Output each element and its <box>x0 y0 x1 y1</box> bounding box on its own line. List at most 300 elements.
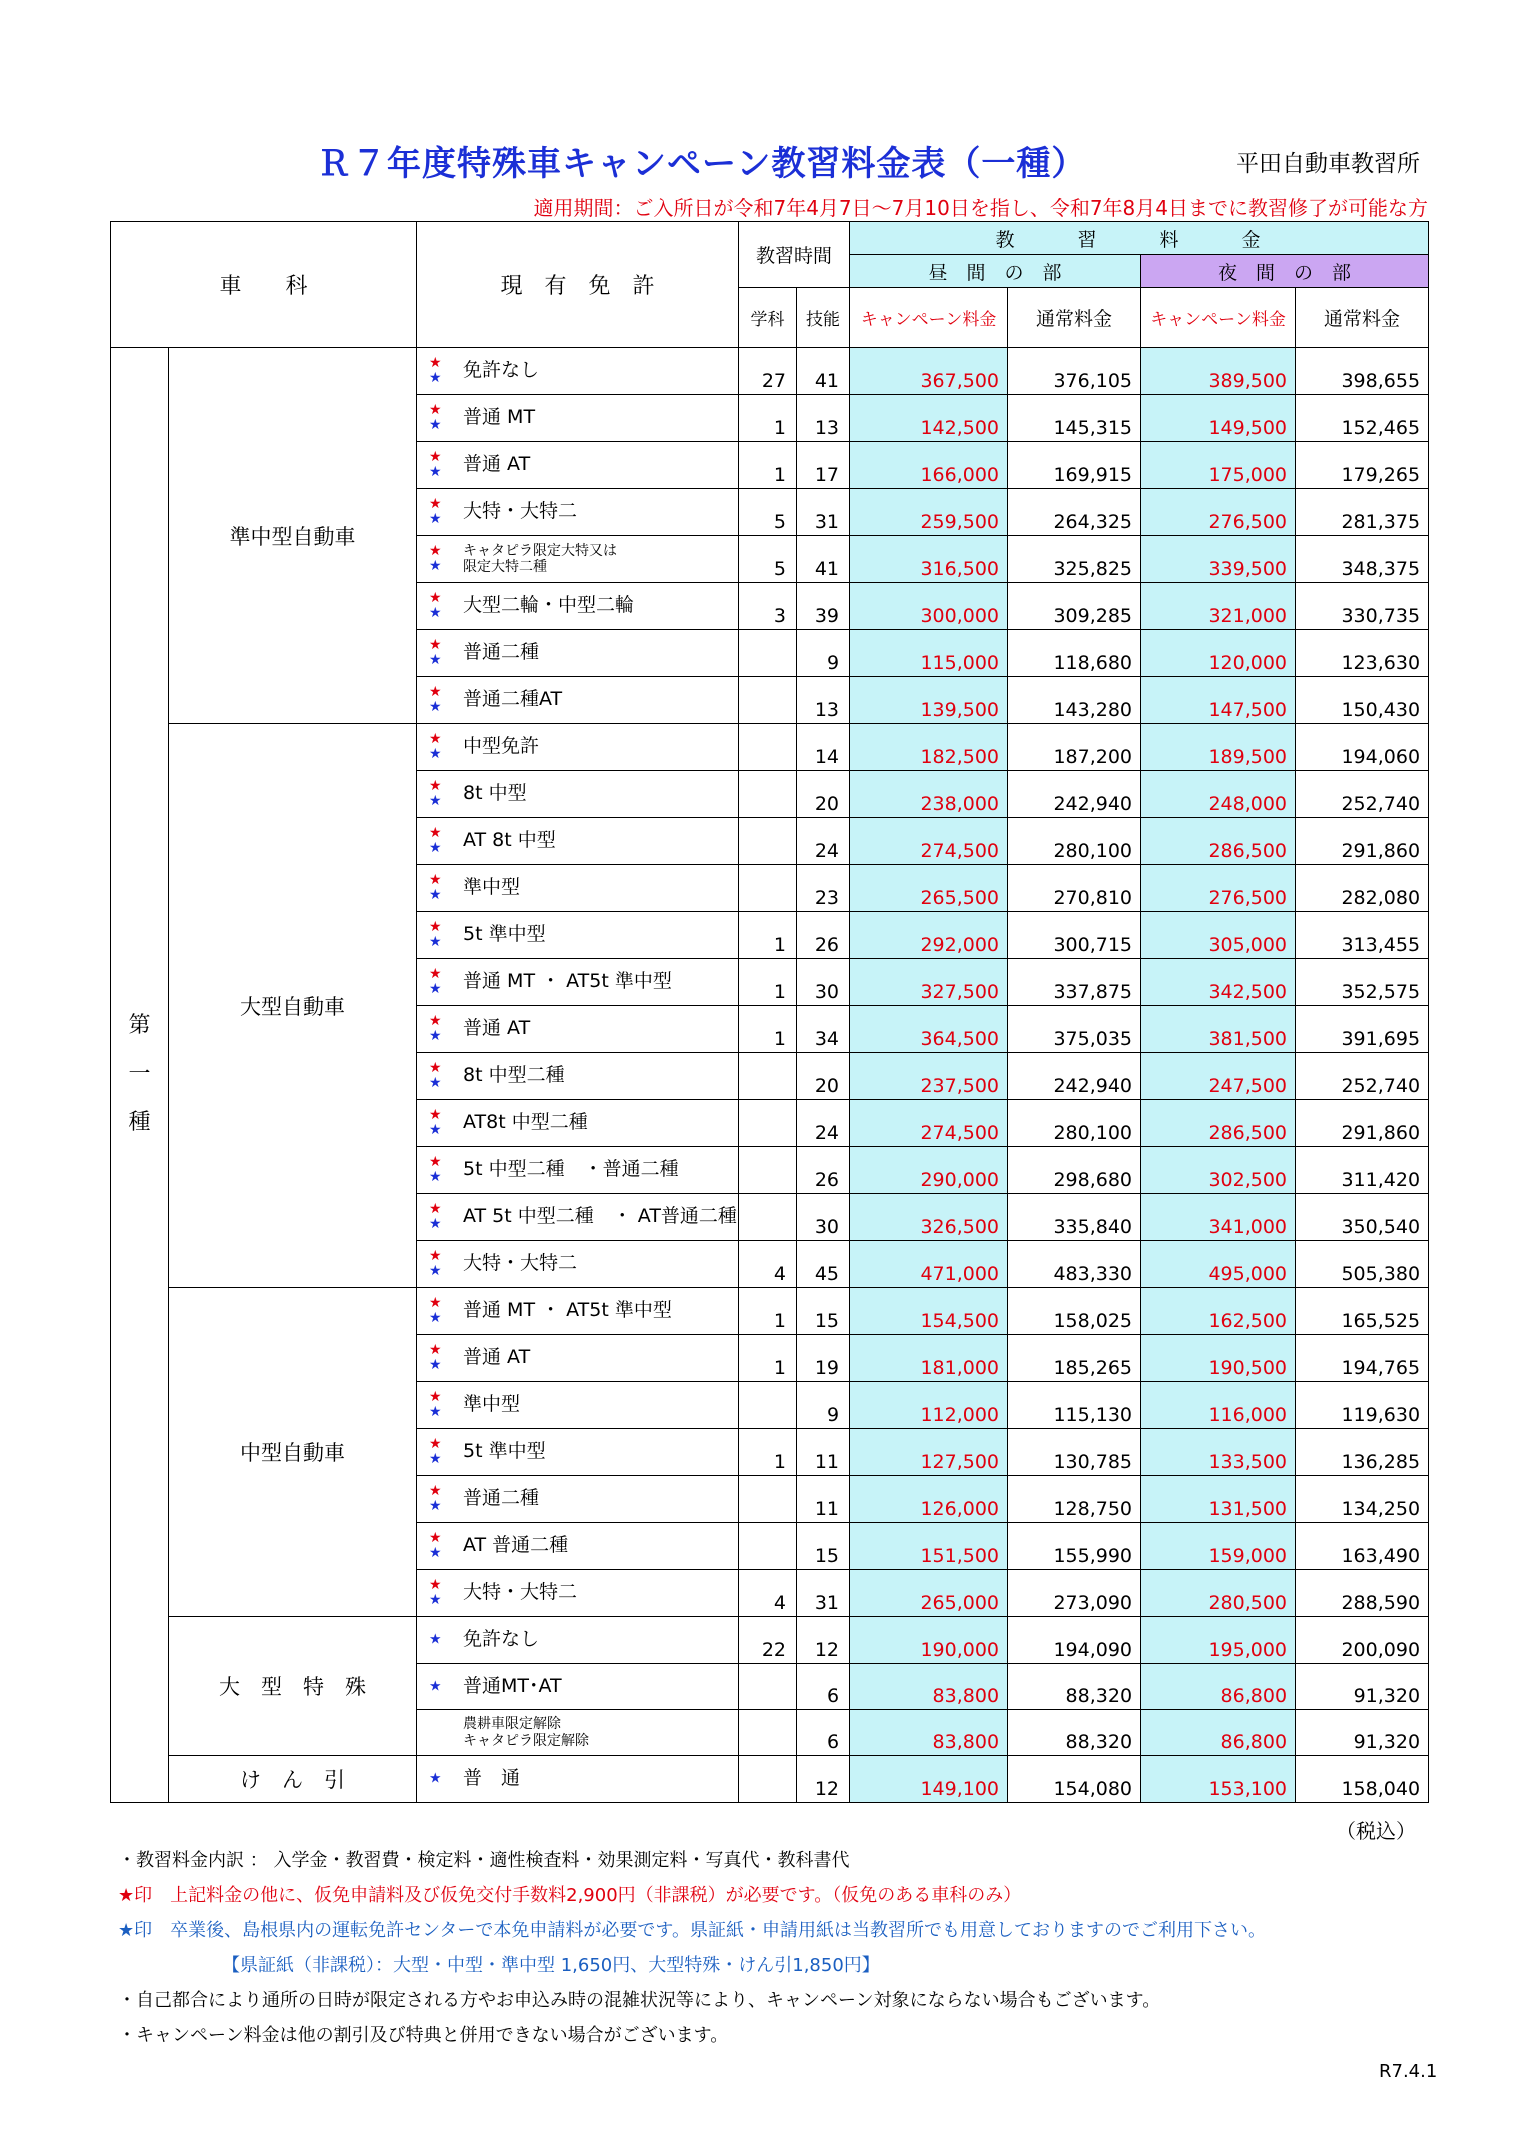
day-regular-fee: 300,715 <box>1008 912 1141 959</box>
license-text <box>463 1535 568 1557</box>
gakka-hours: 4 <box>739 1241 797 1288</box>
license-cell <box>417 1710 739 1756</box>
day-regular-fee: 264,325 <box>1008 489 1141 536</box>
license-cell <box>417 1570 739 1617</box>
kind-char: 一 <box>128 1061 151 1087</box>
night-regular-fee: 282,080 <box>1296 865 1429 912</box>
gino-hours: 11 <box>797 1476 850 1523</box>
gino-hours: 20 <box>797 1053 850 1100</box>
star-marks <box>429 732 442 762</box>
header-night: 夜 間 の 部 <box>1141 255 1429 288</box>
red-star-icon: ★ <box>429 1389 442 1405</box>
application-period: 適用期間：ご入所日が令和7年4月7日～7月10日を指し、令和7年8月4日までに教習修了が可能な方 <box>533 196 1428 220</box>
license-line: 5t 中型二種 ・普通二種 <box>463 1158 679 1181</box>
night-regular-fee: 311,420 <box>1296 1147 1429 1194</box>
license-cell <box>417 395 739 442</box>
gakka-hours: 1 <box>739 1335 797 1382</box>
day-campaign-fee: 112,000 <box>850 1382 1008 1429</box>
night-campaign-fee: 276,500 <box>1141 865 1296 912</box>
license-cell <box>417 1523 739 1570</box>
license-line: AT 普通二種 <box>463 1534 569 1557</box>
license-line: 普通二種 <box>463 641 540 664</box>
blue-star-icon: ★ <box>429 417 442 433</box>
night-campaign-fee: 86,800 <box>1141 1664 1296 1710</box>
gakka-hours <box>739 771 797 818</box>
day-campaign-fee: 238,000 <box>850 771 1008 818</box>
day-regular-fee: 337,875 <box>1008 959 1141 1006</box>
blue-star-icon: ★ <box>429 1263 442 1279</box>
license-line: 普通二種AT <box>463 688 563 711</box>
gino-hours: 41 <box>797 536 850 583</box>
night-regular-fee: 252,740 <box>1296 1053 1429 1100</box>
license-line: 中型免許 <box>463 735 540 758</box>
gino-hours: 12 <box>797 1617 850 1664</box>
day-campaign-fee: 182,500 <box>850 724 1008 771</box>
header-night-campaign: キャンペーン料金 <box>1141 288 1296 348</box>
gakka-hours <box>739 1382 797 1429</box>
fee-table <box>110 221 1429 1803</box>
blue-star-icon: ★ <box>429 793 442 809</box>
night-regular-fee: 163,490 <box>1296 1523 1429 1570</box>
blue-star-icon: ★ <box>429 1075 442 1091</box>
gino-hours: 31 <box>797 489 850 536</box>
license-cell <box>417 677 739 724</box>
note-campaign-exclusion: ・自己都合により通所の日時が限定される方やお申込み時の混雑状況等により、キャンペーン対象にならない場合もございます。 <box>118 1990 1161 2011</box>
license-text <box>463 924 546 946</box>
night-campaign-fee: 302,500 <box>1141 1147 1296 1194</box>
license-line: 普通 AT <box>463 1346 531 1369</box>
night-regular-fee: 91,320 <box>1296 1710 1429 1756</box>
night-regular-fee: 179,265 <box>1296 442 1429 489</box>
license-text <box>463 1488 539 1510</box>
table-row <box>111 1617 1429 1664</box>
license-line: 8t 中型 <box>463 782 527 805</box>
license-text <box>463 736 539 758</box>
night-regular-fee: 136,285 <box>1296 1429 1429 1476</box>
license-line: 8t 中型二種 <box>463 1064 565 1087</box>
license-text <box>463 1018 530 1040</box>
license-line: キャタピラ限定大特又は <box>463 542 618 559</box>
gino-hours: 26 <box>797 912 850 959</box>
blue-star-icon: ★ <box>429 1404 442 1420</box>
day-regular-fee: 298,680 <box>1008 1147 1141 1194</box>
day-regular-fee: 143,280 <box>1008 677 1141 724</box>
blue-star-icon: ★ <box>429 1451 442 1467</box>
license-line: 準中型 <box>463 876 521 899</box>
night-campaign-fee: 153,100 <box>1141 1756 1296 1803</box>
star-marks <box>429 1249 442 1279</box>
note-breakdown: ・教習料金内訳 ： 入学金・教習費・検定料・適性検査料・効果測定料・写真代・教科書代 <box>118 1850 850 1871</box>
day-campaign-fee: 274,500 <box>850 818 1008 865</box>
license-cell <box>417 1147 739 1194</box>
header-day-campaign: キャンペーン料金 <box>850 288 1008 348</box>
night-regular-fee: 194,765 <box>1296 1335 1429 1382</box>
gino-hours: 45 <box>797 1241 850 1288</box>
red-star-icon: ★ <box>429 778 442 794</box>
gakka-hours: 1 <box>739 1288 797 1335</box>
red-star-icon: ★ <box>429 1060 442 1076</box>
gakka-hours: 1 <box>739 442 797 489</box>
blue-star-icon: ★ <box>429 464 442 480</box>
license-line: 普通 MT <box>463 406 536 429</box>
night-regular-fee: 252,740 <box>1296 771 1429 818</box>
gino-hours: 11 <box>797 1429 850 1476</box>
license-line: 普通 MT ・ AT5t 準中型 <box>463 970 672 993</box>
star-marks <box>429 1437 442 1467</box>
gakka-hours <box>739 1100 797 1147</box>
night-regular-fee: 505,380 <box>1296 1241 1429 1288</box>
blue-star-icon: ★ <box>429 605 442 621</box>
day-campaign-fee: 364,500 <box>850 1006 1008 1053</box>
night-campaign-fee: 495,000 <box>1141 1241 1296 1288</box>
day-regular-fee: 128,750 <box>1008 1476 1141 1523</box>
day-campaign-fee: 237,500 <box>850 1053 1008 1100</box>
version-label: R7.4.1 <box>1379 2061 1438 2082</box>
star-marks <box>429 1578 442 1608</box>
night-campaign-fee: 389,500 <box>1141 348 1296 395</box>
gakka-hours <box>739 1476 797 1523</box>
blue-star-icon: ★ <box>429 511 442 527</box>
gakka-hours <box>739 1710 797 1756</box>
red-star-icon: ★ <box>429 590 442 606</box>
license-cell <box>417 959 739 1006</box>
blue-star-icon: ★ <box>429 1678 442 1694</box>
day-campaign-fee: 265,500 <box>850 865 1008 912</box>
day-regular-fee: 185,265 <box>1008 1335 1141 1382</box>
note-red-star: ★印 上記料金の他に、仮免申請料及び仮免交付手数料2,900円（非課税）が必要です。（仮免のある車科のみ） <box>118 1885 1022 1906</box>
license-line: 免許なし <box>463 1628 540 1651</box>
star-marks <box>429 1296 442 1326</box>
day-regular-fee: 376,105 <box>1008 348 1141 395</box>
table-row <box>111 1288 1429 1335</box>
license-line: 大特・大特二 <box>463 1581 578 1604</box>
night-regular-fee: 352,575 <box>1296 959 1429 1006</box>
day-campaign-fee: 316,500 <box>850 536 1008 583</box>
blue-star-icon: ★ <box>429 1169 442 1185</box>
header-fee: 教 習 料 金 <box>850 222 1429 255</box>
license-cell <box>417 1664 739 1710</box>
blue-star-icon: ★ <box>429 1122 442 1138</box>
night-campaign-fee: 280,500 <box>1141 1570 1296 1617</box>
day-regular-fee: 242,940 <box>1008 771 1141 818</box>
day-regular-fee: 88,320 <box>1008 1664 1141 1710</box>
red-star-icon: ★ <box>429 402 442 418</box>
day-campaign-fee: 126,000 <box>850 1476 1008 1523</box>
night-campaign-fee: 286,500 <box>1141 1100 1296 1147</box>
license-text <box>463 1629 539 1651</box>
gino-hours: 34 <box>797 1006 850 1053</box>
day-campaign-fee: 142,500 <box>850 395 1008 442</box>
star-marks <box>429 1633 442 1648</box>
license-cell <box>417 724 739 771</box>
blue-star-icon: ★ <box>429 1770 442 1787</box>
license-text <box>463 1582 577 1604</box>
kind-char: 種 <box>128 1110 151 1136</box>
day-campaign-fee: 139,500 <box>850 677 1008 724</box>
star-marks <box>429 1484 442 1514</box>
day-regular-fee: 273,090 <box>1008 1570 1141 1617</box>
day-campaign-fee: 274,500 <box>850 1100 1008 1147</box>
night-campaign-fee: 321,000 <box>1141 583 1296 630</box>
red-star-icon: ★ <box>429 1107 442 1123</box>
red-star-icon: ★ <box>429 1577 442 1593</box>
night-campaign-fee: 305,000 <box>1141 912 1296 959</box>
header-license: 現 有 免 許 <box>417 222 739 348</box>
night-regular-fee: 134,250 <box>1296 1476 1429 1523</box>
gakka-hours <box>739 630 797 677</box>
red-star-icon: ★ <box>429 449 442 465</box>
night-campaign-fee: 86,800 <box>1141 1710 1296 1756</box>
red-star-icon: ★ <box>429 1154 442 1170</box>
gakka-hours: 1 <box>739 1006 797 1053</box>
star-marks <box>429 1679 442 1694</box>
star-marks <box>429 685 442 715</box>
night-campaign-fee: 286,500 <box>1141 818 1296 865</box>
night-regular-fee: 313,455 <box>1296 912 1429 959</box>
license-line: 普通 MT ・ AT5t 準中型 <box>463 1299 672 1322</box>
night-campaign-fee: 159,000 <box>1141 1523 1296 1570</box>
day-regular-fee: 145,315 <box>1008 395 1141 442</box>
blue-star-icon: ★ <box>429 558 442 574</box>
license-cell <box>417 489 739 536</box>
red-star-icon: ★ <box>429 825 442 841</box>
night-regular-fee: 348,375 <box>1296 536 1429 583</box>
license-line: 普通二種 <box>463 1487 540 1510</box>
red-star-icon: ★ <box>429 1013 442 1029</box>
gino-hours: 24 <box>797 818 850 865</box>
red-star-icon: ★ <box>429 1530 442 1546</box>
license-line: AT 8t 中型 <box>463 829 556 852</box>
license-text <box>463 1159 679 1181</box>
red-star-icon: ★ <box>429 496 442 512</box>
license-line: 免許なし <box>463 359 540 382</box>
gakka-hours: 1 <box>739 959 797 1006</box>
star-marks <box>429 1155 442 1185</box>
gakka-hours: 27 <box>739 348 797 395</box>
day-campaign-fee: 83,800 <box>850 1710 1008 1756</box>
day-campaign-fee: 300,000 <box>850 583 1008 630</box>
header-day: 昼 間 の 部 <box>850 255 1141 288</box>
night-regular-fee: 350,540 <box>1296 1194 1429 1241</box>
gino-hours: 13 <box>797 677 850 724</box>
license-cell <box>417 1335 739 1382</box>
license-text <box>463 407 535 429</box>
day-regular-fee: 309,285 <box>1008 583 1141 630</box>
license-text <box>463 877 520 899</box>
night-campaign-fee: 276,500 <box>1141 489 1296 536</box>
night-regular-fee: 150,430 <box>1296 677 1429 724</box>
gakka-hours <box>739 1664 797 1710</box>
license-text <box>463 1394 520 1416</box>
blue-star-icon: ★ <box>429 699 442 715</box>
blue-star-icon: ★ <box>429 981 442 997</box>
star-marks <box>429 967 442 997</box>
blue-star-icon: ★ <box>429 1216 442 1232</box>
gakka-hours <box>739 677 797 724</box>
gakka-hours <box>739 1756 797 1803</box>
license-text <box>463 1065 565 1087</box>
star-marks <box>429 1772 442 1787</box>
header-vehicle: 車 科 <box>111 222 417 348</box>
day-campaign-fee: 115,000 <box>850 630 1008 677</box>
night-regular-fee: 194,060 <box>1296 724 1429 771</box>
night-campaign-fee: 341,000 <box>1141 1194 1296 1241</box>
night-regular-fee: 291,860 <box>1296 818 1429 865</box>
blue-star-icon: ★ <box>429 652 442 668</box>
night-campaign-fee: 175,000 <box>1141 442 1296 489</box>
night-campaign-fee: 190,500 <box>1141 1335 1296 1382</box>
blue-star-icon: ★ <box>429 746 442 762</box>
blue-star-icon: ★ <box>429 887 442 903</box>
vehicle-group-ogata: 大型自動車 <box>169 724 417 1288</box>
day-regular-fee: 335,840 <box>1008 1194 1141 1241</box>
license-cell <box>417 630 739 677</box>
license-cell <box>417 1100 739 1147</box>
day-regular-fee: 169,915 <box>1008 442 1141 489</box>
night-regular-fee: 281,375 <box>1296 489 1429 536</box>
day-campaign-fee: 181,000 <box>850 1335 1008 1382</box>
day-regular-fee: 118,680 <box>1008 630 1141 677</box>
day-campaign-fee: 83,800 <box>850 1664 1008 1710</box>
header-hours: 教習時間 <box>739 222 850 288</box>
license-text <box>463 595 634 617</box>
day-regular-fee: 155,990 <box>1008 1523 1141 1570</box>
license-cell <box>417 865 739 912</box>
day-campaign-fee: 190,000 <box>850 1617 1008 1664</box>
license-text <box>463 501 577 523</box>
blue-star-icon: ★ <box>429 1592 442 1608</box>
gino-hours: 39 <box>797 583 850 630</box>
night-campaign-fee: 133,500 <box>1141 1429 1296 1476</box>
night-campaign-fee: 381,500 <box>1141 1006 1296 1053</box>
note-stamp-fee: 【県証紙（非課税）：大型・中型・準中型 1,650円、大型特殊・けん引1,850円】 <box>222 1955 880 1976</box>
star-marks <box>429 1531 442 1561</box>
notes <box>118 1843 1266 2053</box>
red-star-icon: ★ <box>429 1436 442 1452</box>
license-text <box>463 971 672 993</box>
license-line: 準中型 <box>463 1393 521 1416</box>
license-text <box>463 1253 577 1275</box>
header-night-regular: 通常料金 <box>1296 288 1429 348</box>
gakka-hours: 5 <box>739 489 797 536</box>
blue-star-icon: ★ <box>429 1631 442 1648</box>
night-regular-fee: 91,320 <box>1296 1664 1429 1710</box>
day-regular-fee: 280,100 <box>1008 818 1141 865</box>
gino-hours: 6 <box>797 1710 850 1756</box>
gino-hours: 24 <box>797 1100 850 1147</box>
page-title: Ｒ７年度特殊車キャンペーン教習料金表（一種） <box>317 144 1087 184</box>
gakka-hours: 3 <box>739 583 797 630</box>
night-regular-fee: 119,630 <box>1296 1382 1429 1429</box>
license-text <box>463 1347 530 1369</box>
license-cell <box>417 771 739 818</box>
red-star-icon: ★ <box>429 966 442 982</box>
night-regular-fee: 288,590 <box>1296 1570 1429 1617</box>
day-regular-fee: 483,330 <box>1008 1241 1141 1288</box>
star-marks <box>429 1343 442 1373</box>
license-cell <box>417 1476 739 1523</box>
day-regular-fee: 88,320 <box>1008 1710 1141 1756</box>
license-line: 大特・大特二 <box>463 500 578 523</box>
license-cell <box>417 442 739 489</box>
license-text <box>463 689 562 711</box>
gakka-hours <box>739 1147 797 1194</box>
license-cell <box>417 1382 739 1429</box>
day-campaign-fee: 154,500 <box>850 1288 1008 1335</box>
night-campaign-fee: 247,500 <box>1141 1053 1296 1100</box>
license-line: AT 5t 中型二種 ・ AT普通二種 <box>463 1205 737 1228</box>
red-star-icon: ★ <box>429 355 442 371</box>
red-star-icon: ★ <box>429 1248 442 1264</box>
star-marks <box>429 544 442 574</box>
license-cell <box>417 1241 739 1288</box>
star-marks <box>429 1108 442 1138</box>
license-cell <box>417 1429 739 1476</box>
gino-hours: 13 <box>797 395 850 442</box>
gino-hours: 15 <box>797 1288 850 1335</box>
license-line-2: 限定大特二種 <box>463 559 548 575</box>
day-campaign-fee: 259,500 <box>850 489 1008 536</box>
license-line: 農耕車限定解除 <box>463 1716 562 1733</box>
license-text <box>463 1112 588 1134</box>
star-marks <box>429 356 442 386</box>
night-campaign-fee: 195,000 <box>1141 1617 1296 1664</box>
red-star-icon: ★ <box>429 637 442 653</box>
school-name: 平田自動車教習所 <box>1236 151 1420 177</box>
night-campaign-fee: 120,000 <box>1141 630 1296 677</box>
night-regular-fee: 398,655 <box>1296 348 1429 395</box>
day-campaign-fee: 290,000 <box>850 1147 1008 1194</box>
vehicle-group-chugata: 中型自動車 <box>169 1288 417 1617</box>
gakka-hours <box>739 865 797 912</box>
day-campaign-fee: 292,000 <box>850 912 1008 959</box>
license-text <box>463 1300 672 1322</box>
star-marks <box>429 450 442 480</box>
star-marks <box>429 1202 442 1232</box>
day-regular-fee: 158,025 <box>1008 1288 1141 1335</box>
license-text <box>463 543 617 575</box>
star-marks <box>429 638 442 668</box>
gino-hours: 12 <box>797 1756 850 1803</box>
license-text <box>463 360 539 382</box>
gino-hours: 30 <box>797 959 850 1006</box>
day-regular-fee: 270,810 <box>1008 865 1141 912</box>
note-no-combination: ・キャンペーン料金は他の割引及び特典と併用できない場合がございます。 <box>118 2025 729 2046</box>
gakka-hours <box>739 724 797 771</box>
license-cell <box>417 583 739 630</box>
vehicle-group-junchu: 準中型自動車 <box>169 348 417 724</box>
day-regular-fee: 375,035 <box>1008 1006 1141 1053</box>
night-regular-fee: 330,735 <box>1296 583 1429 630</box>
red-star-icon: ★ <box>429 731 442 747</box>
license-text <box>463 1441 546 1463</box>
red-star-icon: ★ <box>429 1201 442 1217</box>
day-campaign-fee: 471,000 <box>850 1241 1008 1288</box>
red-star-icon: ★ <box>429 1295 442 1311</box>
license-text <box>463 1206 737 1228</box>
blue-star-icon: ★ <box>429 934 442 950</box>
gino-hours: 9 <box>797 630 850 677</box>
vehicle-group-kenin: け ん 引 <box>169 1756 417 1803</box>
table-row <box>111 724 1429 771</box>
night-campaign-fee: 149,500 <box>1141 395 1296 442</box>
day-campaign-fee: 367,500 <box>850 348 1008 395</box>
license-line: 大特・大特二 <box>463 1252 578 1275</box>
header-gakka: 学科 <box>739 288 797 348</box>
night-regular-fee: 391,695 <box>1296 1006 1429 1053</box>
license-text <box>463 830 556 852</box>
gino-hours: 23 <box>797 865 850 912</box>
